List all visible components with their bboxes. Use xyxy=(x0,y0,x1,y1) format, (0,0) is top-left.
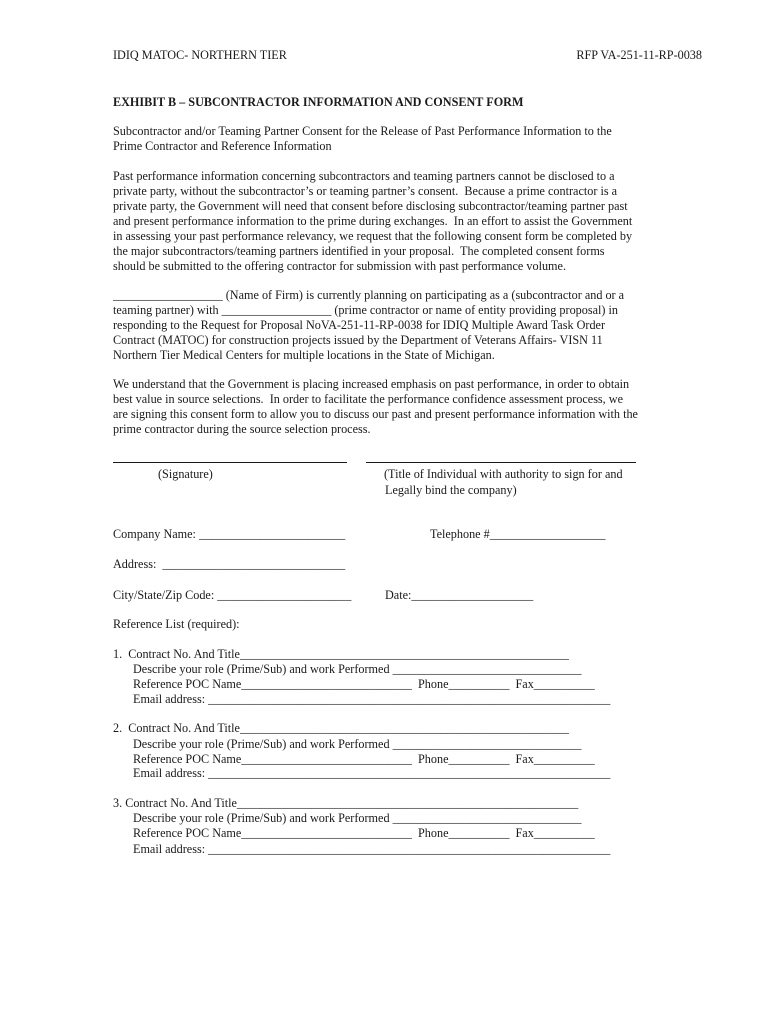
reference-list-label: Reference List (required): xyxy=(113,617,240,631)
consent-paragraph xyxy=(113,377,661,437)
reference-email-field[interactable]: Email address: __________________________________________________________________ xyxy=(133,692,611,706)
reference-poc-field[interactable]: Reference POC Name____________________________ Phone__________ Fax__________ xyxy=(133,677,595,691)
paragraph-line: private party, without the subcontractor’s or teaming partner’s consent. Because a prime contractor is a xyxy=(113,184,618,198)
reference-role-field[interactable]: Describe your role (Prime/Sub) and work Performed _______________________________ xyxy=(133,737,582,751)
telephone-field[interactable]: Telephone #___________________ xyxy=(430,527,606,541)
header-left: IDIQ MATOC- NORTHERN TIER xyxy=(113,48,287,62)
paragraph-line: should be submitted to the offering contractor for submission with past performance volume. xyxy=(113,259,566,273)
signature-label: (Signature) xyxy=(158,467,213,481)
paragraph-line: __________________ (Name of Firm) is currently planning on participating as a (subcontractor and or a xyxy=(113,288,625,302)
intro-paragraph xyxy=(113,124,661,154)
company-name-field[interactable]: Company Name: ________________________ xyxy=(113,527,346,541)
paragraph-line: teaming partner) with __________________ (prime contractor or name of entity providing proposal) in xyxy=(113,303,618,317)
reference-email-field[interactable]: Email address: __________________________________________________________________ xyxy=(133,766,611,780)
reference-contract-field[interactable]: 1. Contract No. And Title______________________________________________________ xyxy=(113,647,570,661)
intro-line: Prime Contractor and Reference Information xyxy=(113,139,332,153)
form-title: EXHIBIT B – SUBCONTRACTOR INFORMATION AND CONSENT FORM xyxy=(113,95,524,109)
disclosure-paragraph xyxy=(113,169,661,274)
paragraph-line: in assessing your past performance relevancy, we request that the following consent form be completed by xyxy=(113,229,633,243)
paragraph-line: Northern Tier Medical Centers for multiple locations in the State of Michigan. xyxy=(113,348,495,362)
paragraph-line: Past performance information concerning subcontractors and teaming partners cannot be disclosed to a xyxy=(113,169,615,183)
paragraph-line: responding to the Request for Proposal NoVA-251-11-RP-0038 for IDIQ Multiple Award Task Order xyxy=(113,318,605,332)
paragraph-line: are signing this consent form to allow you to discuss our past and present performance information with the xyxy=(113,407,638,421)
reference-contract-field[interactable]: 3. Contract No. And Title________________________________________________________ xyxy=(113,796,579,810)
paragraph-line: Contract (MATOC) for construction projects issued by the Department of Veterans Affairs- VISN 11 xyxy=(113,333,603,347)
reference-role-field[interactable]: Describe your role (Prime/Sub) and work Performed _______________________________ xyxy=(133,662,582,676)
city-state-zip-field[interactable]: City/State/Zip Code: ______________________ xyxy=(113,588,352,602)
reference-contract-field[interactable]: 2. Contract No. And Title______________________________________________________ xyxy=(113,721,570,735)
paragraph-line: the major subcontractors/teaming partners identified in your proposal. The completed consent forms xyxy=(113,244,605,258)
participation-paragraph xyxy=(113,288,661,363)
reference-role-field[interactable]: Describe your role (Prime/Sub) and work Performed _______________________________ xyxy=(133,811,582,825)
title-label: (Title of Individual with authority to sign for and xyxy=(384,467,623,481)
title-label: Legally bind the company) xyxy=(385,483,517,497)
paragraph-line: and present performance information to the prime during exchanges. In an effort to assist the Government xyxy=(113,214,633,228)
reference-email-field[interactable]: Email address: __________________________________________________________________ xyxy=(133,842,611,856)
intro-line: Subcontractor and/or Teaming Partner Consent for the Release of Past Performance Information to the xyxy=(113,124,612,138)
paragraph-line: private party, the Government will need that consent before disclosing subcontractor/teaming partner past xyxy=(113,199,628,213)
address-field[interactable]: Address: ______________________________ xyxy=(113,557,346,571)
date-field[interactable]: Date:____________________ xyxy=(385,588,534,602)
header-right: RFP VA-251-11-RP-0038 xyxy=(576,48,702,62)
paragraph-line: We understand that the Government is placing increased emphasis on past performance, in order to obtain xyxy=(113,377,630,391)
paragraph-line: prime contractor during the source selection process. xyxy=(113,422,371,436)
signature-line[interactable] xyxy=(113,462,347,463)
paragraph-line: best value in source selections. In order to facilitate the performance confidence assessment process, we xyxy=(113,392,623,406)
reference-poc-field[interactable]: Reference POC Name____________________________ Phone__________ Fax__________ xyxy=(133,752,595,766)
reference-poc-field[interactable]: Reference POC Name____________________________ Phone__________ Fax__________ xyxy=(133,826,595,840)
title-line[interactable] xyxy=(366,462,636,463)
